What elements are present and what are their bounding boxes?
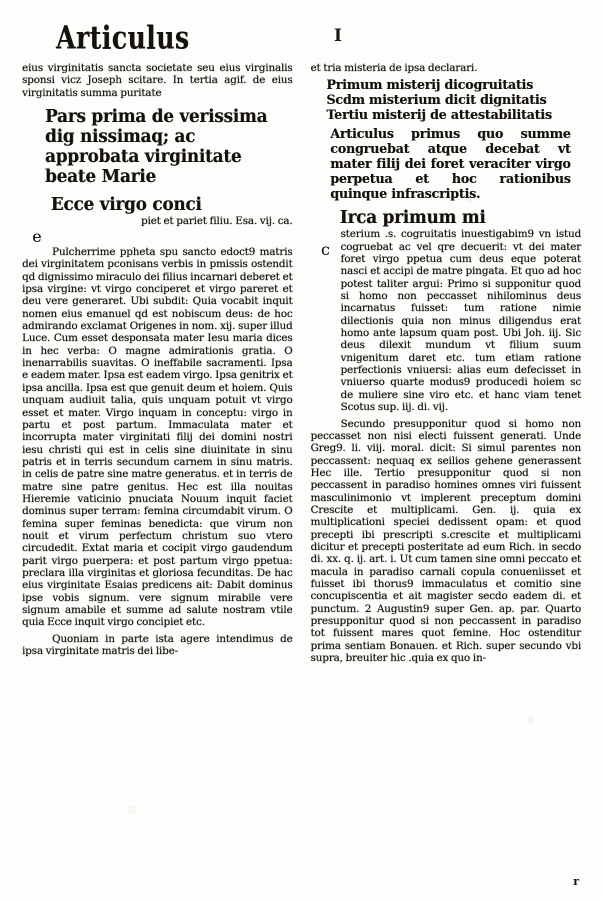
paragraph-secundo: Secundo presupponitur quod si homo non peccasset non nisi electi fuissent generati. Unde Greg9. li. viij. moral. dicit: Si simul parentes non peccassent: nequaq ex seilios gehene generassent Hec ille. Tertio presupponitur quod si non peccassent in paradiso homines omnes viri fuissent masculinimonio vt implerent preceptum domini Crescite et multiplicami. Gen. ij. quia ex multiplicationi speciei dedissent opam: et quod precepti ibi prescripti s.crescite et multiplicami dicitur et precepti posteritate ad eum Rich. in secdo di. xx. q. ij. art. i. Ut cum tamen sine omni peccato et macula in paradiso carnali copula conueniisset et fuisset ibi thorus9 immaculatus et comitio sine concupiscentia et ait magister secdo eadem di. et punctum. 2 Augustin9 super Gen. ap. par. Quarto presupponitur quod si non peccassent in paradiso tot fuissent mares quot femine. Hoc ostenditur prima sentiam Bonauen. et Rich. super secundo vbi supra, breuiter hic .quia ex quo in- (310, 417, 581, 665)
paragraph-quoniam: Quoniam in parte ista agere intendimus de ipsa virginitate matris dei libe- (22, 632, 293, 658)
paragraph-top-right: et tria misteria de ipsa declarari. (310, 62, 478, 74)
running-title: Articulus (56, 20, 190, 57)
heading-articulus-primus: Articulus primus quo summe congruebat atque decebat vt mater filij dei foret veraciter virgo perpetua et hoc rationibus quinque infrascriptis. (329, 127, 571, 203)
heading-circa-primum: Irca primum mi (339, 208, 486, 229)
folio-number: I (334, 26, 342, 46)
list-item-primum-misterium: Primum misterij dicogruitatis (325, 78, 533, 94)
paragraph-circa-primum: sterium .s. cogruitatis inuestigabim9 vn istud cogruebat ac vel qre decuerit: vt dei mater foret virgo ppetua cum deus eque poterat nasci et accipi de matre pingata. Et quo ad hoc potest taliter argui: Primo si supponitur quod si homo non peccasset nihilominus deus incarnatus fuisset: tum ratione nimie dilectionis quia non minus diligendus erat homo ante lapsum quam post. Ubi Joh. iij. Sic deus dilexit mundum vt filium suum vnigenitum daret etc. tum etiam ratione perfectionis vniuersi: alias eum defecisset in vniuerso quarte modus9 producedi hoiem sc de muliere sine viro etc. et hanc viam tenet Scotus sup. iij. di. vij. (340, 228, 581, 414)
text-columns (22, 62, 581, 888)
initial-guide-row-c (311, 228, 582, 413)
paragraph-pulcherrime: Pulcherrime ppheta spu sancto edoct9 matris dei virginitatem pconisans verbis in pmissis ostendit qd dignissimo miraculo dei filius incarnari deberet et ipsa virgine: vt virgo conciperet et virgo pareret et deu vere generaret. Ubi subdit: Quia vocabit inquit nomen eius emanuel qd est nobiscum deus: de hoc admirando exclamat Origenes in nom. xij. super illud Luce. Cum esset desponsata mater Iesu maria dices in hec verba: O magne admirationis gratia. O inenarrabilis suavitas. O ineffabile sacramenti. Ipsa e eadem mater. Ipsa est eadem virgo. Ipsa genitrix et ipsa ancilla. Ipsa est que genuit deum et hoiem. Quis unquam audiuit talia, quis unquam potuit vt virgo esset et mater. Virgo inquam in conceptu: virgo in partu et post partum. Immaculata mater et incorrupta mater virginitati filij dei domini nostri iesu christi qui est in celis sine diuinitate in sinu patris et in terris secundum carnem in sinu matris. in celis de patre sine matre generatus. et in terris de matre sine patre genitus. Hec est illa nouitas Hieremie vaticinio pnuciata Nouum inquit faciet dominus super terram: femina circumdabit virum. O femina super feminas benedicta: que virum non nouit et virum perfectum christum suo vtero circudedit. Extat maria et cocipit virgo gaudendum parit virgo puerpera: et post partum virgo ppetua: preclara illa virginitas et gloriosa fecunditas. De hac eius virginitate Esaias predicens ait: Dabit dominus ipse vobis signum. vere signum mirabile vere signum amabile et summe ad salute nostram vtile quia Ecce inquit virgo concipiet etc. (22, 246, 293, 629)
paragraph-continuation: eius virginitatis sancta societate seu eius virginalis sponsi vicz Joseph scitare. In tertia agif. de eius virginitatis summa puritate (22, 62, 293, 99)
left-column (22, 62, 293, 888)
list-item-tertium-misterium: Tertiu misterij de attestabilitatis (325, 108, 552, 124)
guide-letter-e: e (32, 227, 42, 247)
list-item-secundum-misterium: Scdm misterium dicit dignitatis (325, 93, 546, 109)
heading-ecce-virgo: Ecce virgo conci (50, 195, 202, 216)
verse-citation: piet et pariet filiu. Esa. vij. ca. (140, 215, 293, 228)
initial-guide-row-e (22, 215, 293, 246)
page-header (22, 18, 581, 60)
catchword: r (573, 875, 579, 888)
heading-pars-prima: Pars prima de verissima dig nissimaq; ac approbata virginitate beate Marie (45, 107, 268, 188)
guide-letter-c: c (321, 240, 330, 260)
right-column (311, 62, 582, 888)
